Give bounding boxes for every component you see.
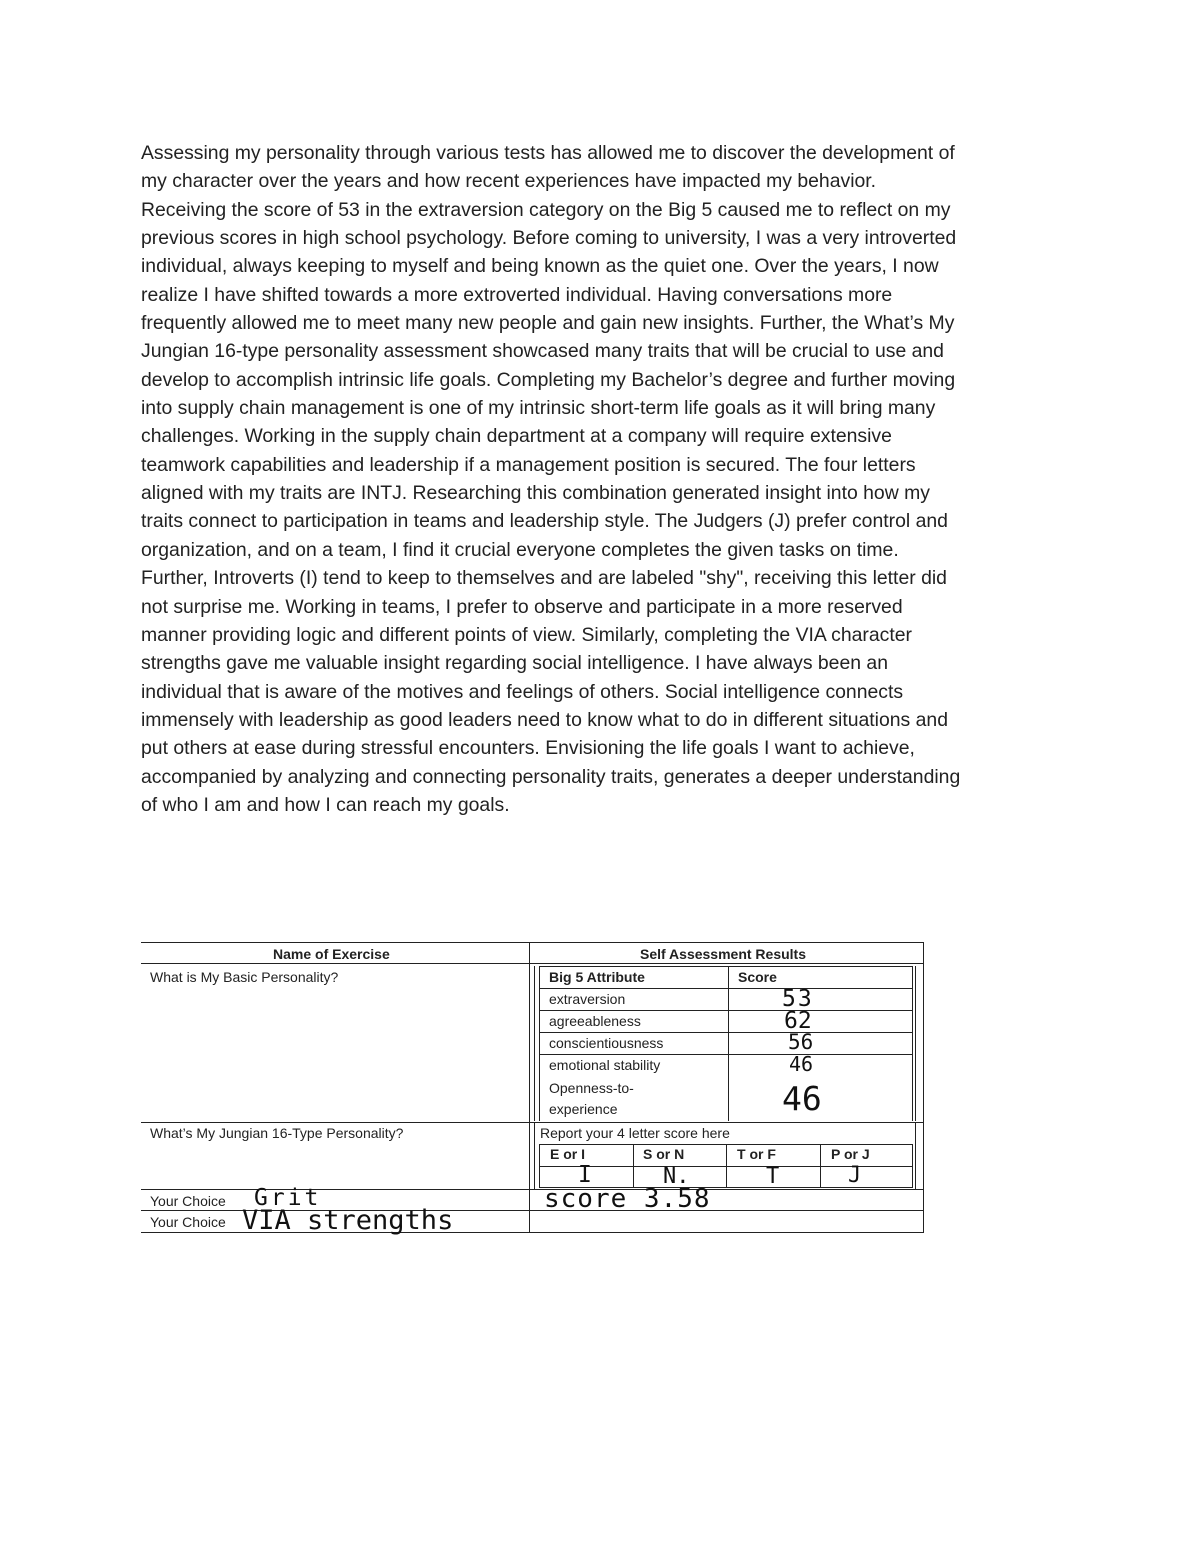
handwritten-letter: J bbox=[848, 1163, 862, 1188]
essay-line: immensely with leadership as good leaders need to know what to do in different situations and bbox=[141, 708, 948, 731]
essay-line: traits connect to participation in teams and leadership style. The Judgers (J) prefer control and bbox=[141, 510, 948, 533]
essay-line: into supply chain management is one of my intrinsic short-term life goals as it will bring many bbox=[141, 397, 936, 420]
handwritten-letter: N. bbox=[663, 1164, 690, 1189]
handwritten-score: 53 bbox=[782, 986, 814, 1012]
essay-line: Jungian 16-type personality assessment showcased many traits that will be crucial to use and bbox=[141, 340, 944, 363]
big5-attribute: experience bbox=[549, 1101, 618, 1117]
report-letter-score-label: Report your 4 letter score here bbox=[540, 1125, 730, 1141]
table-border bbox=[923, 942, 924, 1233]
exercise-jungian-personality: What’s My Jungian 16-Type Personality? bbox=[150, 1125, 404, 1141]
table-border bbox=[141, 942, 924, 943]
your-choice-label: Your Choice bbox=[150, 1193, 226, 1209]
essay-line: not surprise me. Working in teams, I prefer to observe and participate in a more reserved bbox=[141, 595, 903, 618]
header-self-assessment-results: Self Assessment Results bbox=[640, 946, 806, 962]
table-border bbox=[534, 966, 535, 1121]
table-border bbox=[726, 1144, 727, 1187]
table-border bbox=[141, 1122, 924, 1123]
big5-attribute: conscientiousness bbox=[549, 1035, 664, 1051]
essay-line: individual, always keeping to myself and being known as the quiet one. Over the years, I now bbox=[141, 255, 939, 278]
essay-line: accompanied by analyzing and connecting personality traits, generates a deeper understanding bbox=[141, 765, 961, 788]
essay-line: manner providing logic and different points of view. Similarly, completing the VIA character bbox=[141, 623, 912, 646]
handwritten-score: 46 bbox=[782, 1079, 822, 1118]
table-border bbox=[820, 1144, 821, 1187]
handwritten-choice: Grit bbox=[254, 1185, 322, 1211]
big5-attribute: agreeableness bbox=[549, 1013, 641, 1029]
essay-line: Assessing my personality through various tests has allowed me to discover the development of bbox=[141, 142, 955, 164]
essay-line: of who I am and how I can reach my goals. bbox=[141, 793, 510, 816]
table-border bbox=[912, 1144, 913, 1187]
essay-line: Further, Introverts (I) tend to keep to themselves and are labeled "shy", receiving this letter did bbox=[141, 567, 947, 590]
essay-line: teamwork capabilities and leadership if a management position is secured. The four letters bbox=[141, 453, 916, 476]
essay-line: strengths gave me valuable insight regarding social intelligence. I have always been an bbox=[141, 652, 888, 675]
essay-paragraph bbox=[141, 139, 1071, 819]
table-border bbox=[539, 1054, 913, 1055]
essay-line: put others at ease during stressful encounters. Envisioning the life goals I want to achieve, bbox=[141, 737, 915, 760]
handwritten-result: score 3.58 bbox=[544, 1184, 711, 1214]
table-border bbox=[534, 1122, 535, 1189]
essay-line: previous scores in high school psychology. Before coming to university, I was a very introverted bbox=[141, 227, 957, 250]
essay-line: aligned with my traits are INTJ. Researching this combination generated insight into how my bbox=[141, 482, 930, 505]
handwritten-score: 46 bbox=[789, 1052, 814, 1076]
essay-line: organization, and on a team, I find it crucial everyone completes the given tasks on time. bbox=[141, 538, 899, 561]
big5-attribute-header: Big 5 Attribute bbox=[549, 969, 645, 985]
essay-line: develop to accomplish intrinsic life goals. Completing my Bachelor’s degree and further moving bbox=[141, 368, 956, 391]
table-border bbox=[539, 966, 540, 1121]
table-border bbox=[728, 966, 729, 1121]
table-border bbox=[915, 1122, 916, 1189]
essay-line: challenges. Working in the supply chain department at a company will require extensive bbox=[141, 425, 892, 448]
handwritten-choice: VIA strengths bbox=[242, 1205, 454, 1236]
handwritten-letter: I bbox=[578, 1162, 592, 1188]
big5-attribute: Openness-to- bbox=[549, 1080, 634, 1096]
big5-score-header: Score bbox=[738, 969, 777, 985]
essay-line: realize I have shifted towards a more extroverted individual. Having conversations more bbox=[141, 283, 893, 306]
self-assessment-table bbox=[141, 942, 924, 1236]
essay-line: individual that is aware of the motives and feelings of others. Social intelligence connects bbox=[141, 680, 904, 703]
jungian-column-header: P or J bbox=[831, 1146, 870, 1162]
table-border bbox=[141, 963, 924, 964]
table-border bbox=[915, 966, 916, 1121]
table-border bbox=[633, 1144, 634, 1187]
jungian-column-header: T or F bbox=[737, 1146, 776, 1162]
handwritten-score: 56 bbox=[788, 1030, 814, 1054]
essay-line: frequently allowed me to meet many new people and gain new insights. Further, the What’s My bbox=[141, 312, 955, 335]
essay-line: Receiving the score of 53 in the extraversion category on the Big 5 caused me to reflect on my bbox=[141, 198, 951, 221]
table-border bbox=[539, 966, 913, 967]
table-border bbox=[539, 988, 913, 989]
header-name-of-exercise: Name of Exercise bbox=[273, 946, 390, 962]
essay-line: my character over the years and how recent experiences have impacted my behavior. bbox=[141, 170, 877, 193]
table-border bbox=[539, 1010, 913, 1011]
table-border bbox=[539, 1032, 913, 1033]
big5-attribute: extraversion bbox=[549, 991, 626, 1007]
table-border bbox=[912, 966, 913, 1121]
table-border bbox=[529, 942, 530, 1233]
jungian-column-header: E or I bbox=[550, 1146, 586, 1162]
table-border bbox=[539, 1144, 540, 1187]
handwritten-score: 62 bbox=[784, 1008, 812, 1034]
jungian-column-header: S or N bbox=[643, 1146, 685, 1162]
exercise-basic-personality: What is My Basic Personality? bbox=[150, 969, 339, 985]
your-choice-label: Your Choice bbox=[150, 1214, 226, 1230]
big5-attribute: emotional stability bbox=[549, 1057, 661, 1073]
handwritten-letter: T bbox=[766, 1164, 780, 1189]
